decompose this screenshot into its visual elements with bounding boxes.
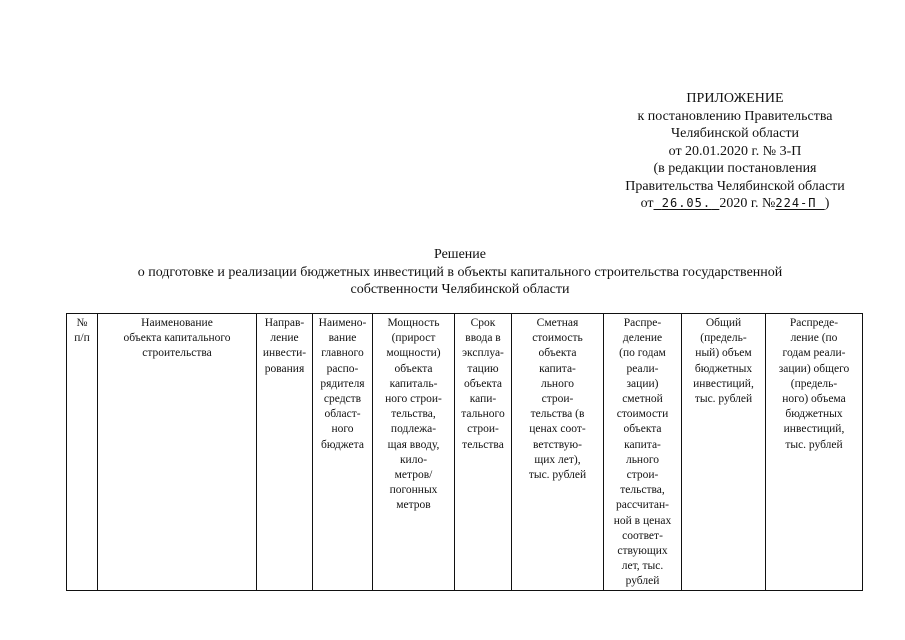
header-line: щих лет), <box>534 453 581 466</box>
col-investment-distribution-header <box>766 314 863 591</box>
header-line: ный) объем <box>695 347 752 360</box>
header-line: област- <box>324 408 361 421</box>
header-line: подлежа- <box>390 423 437 436</box>
col-commissioning-date-header <box>455 314 512 591</box>
col-total-investment-header <box>682 314 766 591</box>
header-line: эксплуа- <box>462 347 504 360</box>
header-line: Распре- <box>623 317 662 329</box>
header-line: кило- <box>399 453 428 466</box>
header-line: тального <box>461 408 505 421</box>
header-line: ной в ценах <box>613 514 672 527</box>
header-line: ствующих <box>617 545 668 558</box>
header-line: тельства (в <box>530 408 585 421</box>
header-line: (предель- <box>790 377 838 390</box>
title-heading: Решение <box>433 247 486 262</box>
header-line: объекта <box>538 347 577 360</box>
header-line: зации) общего <box>778 362 850 375</box>
header-line: рассчитан- <box>615 499 670 512</box>
header-line: объекта <box>623 423 662 436</box>
header-line: стоимости <box>616 408 669 421</box>
header-line: Наимено- <box>318 317 367 329</box>
header-line: строи- <box>626 469 659 482</box>
header-line: Наименование <box>141 317 213 329</box>
col-estimated-cost-header <box>512 314 604 591</box>
header-line: тацию <box>467 362 499 375</box>
header-line: тыс. рублей <box>785 438 843 451</box>
header-line: п/п <box>74 332 90 345</box>
header-line: тельства, <box>391 408 436 421</box>
amendment-day: 26.05. <box>661 196 712 210</box>
amendment-number: 224-П <box>775 196 817 210</box>
col-number-header <box>67 314 98 591</box>
header-line: (прирост <box>391 332 436 345</box>
amendment-from: от <box>640 196 654 211</box>
header-line: ление (по <box>790 332 838 345</box>
header-line: капита- <box>539 362 576 375</box>
amendment-line <box>590 195 880 213</box>
header-line: строи- <box>467 423 499 436</box>
header-line: льного <box>540 377 575 390</box>
header-line: Направ- <box>264 317 305 329</box>
header-line: ление <box>270 332 299 345</box>
header-line: тыс. рублей <box>528 469 587 482</box>
appendix-line: к постановлению Правительства <box>637 108 833 124</box>
amendment-year: 2020 г. № <box>719 196 776 211</box>
header-line: рядителя <box>320 377 365 390</box>
header-line: главного <box>321 347 364 360</box>
header-line: (по годам <box>619 347 666 360</box>
title-subject-cont: собственности Челябинской области <box>350 282 570 297</box>
header-line: тельства, <box>620 484 665 497</box>
header-line: ветствую- <box>533 438 582 451</box>
header-line: инвестиций, <box>693 377 754 390</box>
header-line: стоимость <box>532 332 583 345</box>
col-object-name-header <box>98 314 257 591</box>
header-line: льного <box>625 453 660 466</box>
appendix-line: Челябинской области <box>671 126 799 141</box>
header-line: соответ- <box>622 529 663 542</box>
header-line: Срок <box>470 317 496 329</box>
header-line: рования <box>264 362 305 375</box>
header-line: инвестиций, <box>783 423 845 436</box>
header-line: ценах соот- <box>529 423 586 436</box>
header-line: объекта капитального <box>123 332 231 345</box>
header-line: тыс. рублей <box>694 393 753 406</box>
header-line: № <box>76 317 88 329</box>
title-subject: о подготовке и реализации бюджетных инвестиций в объекты капитального строительства государственной <box>137 264 783 280</box>
document-title <box>60 246 860 299</box>
appendix-line: (в редакции постановления <box>653 161 817 176</box>
header-line: (предель- <box>700 332 747 345</box>
investment-table <box>66 313 863 591</box>
header-line: деление <box>622 332 663 345</box>
header-line: реали- <box>626 362 659 375</box>
header-line: бюджета <box>321 438 364 451</box>
header-line: рублей <box>625 575 660 588</box>
header-line: объекта <box>394 362 433 375</box>
header-line: инвести- <box>262 347 307 360</box>
header-line: годам реали- <box>782 347 846 360</box>
header-line: ного) объема <box>782 393 846 406</box>
header-line: метров/ <box>394 469 433 482</box>
header-line: Распреде- <box>789 317 839 329</box>
header-line: погонных <box>389 484 438 497</box>
header-line: строи- <box>541 393 574 406</box>
col-budget-manager-header <box>313 314 373 591</box>
header-line: капи- <box>469 393 497 406</box>
header-line: мощности) <box>386 347 441 360</box>
header-line: сметной <box>622 393 663 406</box>
col-cost-distribution-header <box>604 314 682 591</box>
appendix-line: от 20.01.2020 г. № 3-П <box>668 143 802 159</box>
header-line: Мощность <box>387 317 440 329</box>
header-line: зации) <box>626 377 659 390</box>
header-line: метров <box>396 499 431 512</box>
header-line: бюджетных <box>785 408 843 421</box>
header-line: строительства <box>142 347 212 360</box>
header-line: лет, тыс. <box>621 560 664 573</box>
header-line: вание <box>328 332 357 345</box>
header-line: ввода в <box>465 332 501 345</box>
header-line: средств <box>323 393 362 406</box>
header-line: капиталь- <box>389 377 438 390</box>
appendix-heading: ПРИЛОЖЕНИЕ <box>686 91 784 106</box>
header-line: Общий <box>705 317 742 329</box>
header-line: распо- <box>326 362 359 375</box>
header-line: ного <box>331 423 354 436</box>
header-line: тельства <box>462 438 504 451</box>
header-line: капита- <box>624 438 661 451</box>
header-line: Сметная <box>536 317 579 329</box>
header-line: объекта <box>463 377 503 390</box>
header-line: щая вводу, <box>387 438 440 451</box>
header-line: бюджетных <box>694 362 753 375</box>
col-capacity-header <box>373 314 455 591</box>
col-investment-direction-header <box>257 314 313 591</box>
table-header-row <box>67 314 863 591</box>
header-line: ного строи- <box>385 393 442 406</box>
appendix-line: Правительства Челябинской области <box>625 178 845 194</box>
amendment-close: ) <box>824 196 830 211</box>
appendix-block <box>590 90 880 213</box>
